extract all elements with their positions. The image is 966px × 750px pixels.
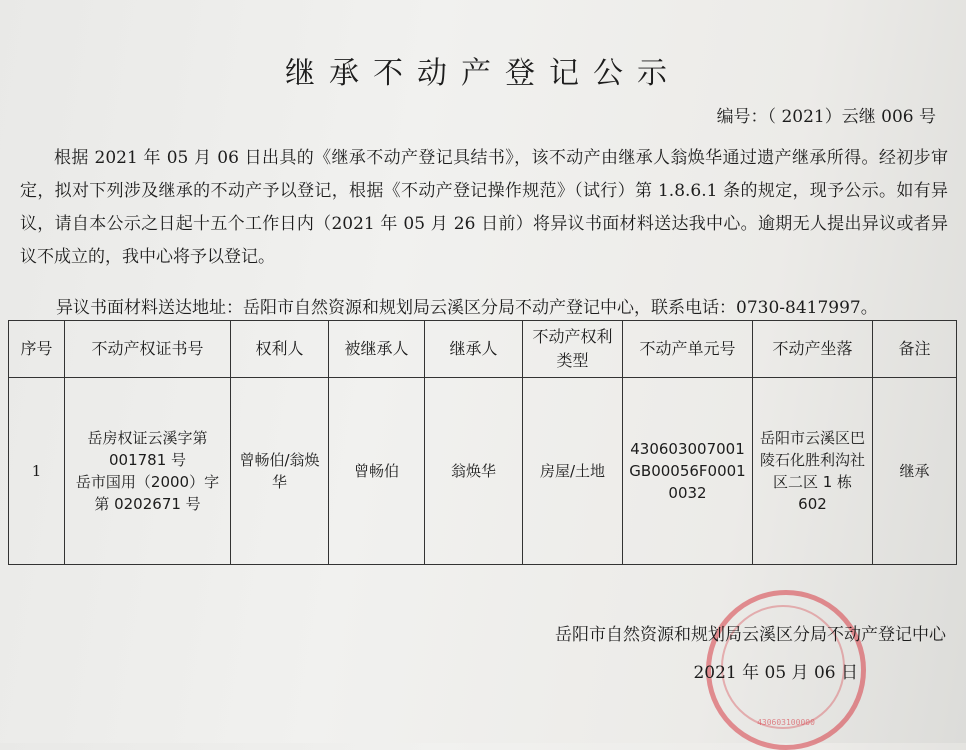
header-index: 序号 <box>9 321 65 378</box>
header-remark: 备注 <box>873 321 957 378</box>
cell-decedent: 曾畅伯 <box>329 378 425 565</box>
table-row <box>9 378 957 565</box>
header-location: 不动产坐落 <box>753 321 873 378</box>
page-title: 继承不动产登记公示 <box>285 56 681 91</box>
document-number: 编号：（ 2021）云继 006 号 <box>716 107 936 127</box>
cell-right-type: 房屋/土地 <box>523 378 623 565</box>
cell-certificate <box>65 378 231 565</box>
certificate-line-2: 岳市国用（2000）字第 0202671 号 <box>75 473 220 513</box>
certificate-line-1: 岳房权证云溪字第 001781 号 <box>87 429 208 469</box>
cell-heir: 翁焕华 <box>425 378 523 565</box>
header-right-holder: 权利人 <box>231 321 329 378</box>
seal-number: 430603100000 <box>757 718 815 727</box>
notice-body: 根据 2021 年 05 月 06 日出具的《继承不动产登记具结书》，该不动产由继承人翁焕华通过遗产继承所得。经初步审定，拟对下列涉及继承的不动产予以登记，根据《不动产登记操作规范》（试行）第 1.8.6.1 条的规定，现予公示。如有异议，请自本公示之日起十五个工作日内（2021 年 05 月 26 日前）将异议书面材料送达我中心。逾期无人提出异议或者异议不成立的，我中心将予以登记。 <box>20 148 948 267</box>
header-decedent: 被继承人 <box>329 321 425 378</box>
header-heir: 继承人 <box>425 321 523 378</box>
cell-index: 1 <box>9 378 65 565</box>
cell-location: 岳阳市云溪区巴陵石化胜利沟社区二区 1 栋 602 <box>753 378 873 565</box>
cell-unit-number: 430603007001GB00056F00010032 <box>623 378 753 565</box>
header-unit-number: 不动产单元号 <box>623 321 753 378</box>
cell-remark: 继承 <box>873 378 957 565</box>
cell-right-holder: 曾畅伯/翁焕华 <box>231 378 329 565</box>
header-right-type: 不动产权利类型 <box>523 321 623 378</box>
issue-date: 2021 年 05 月 06 日 <box>693 663 858 683</box>
header-certificate: 不动产权证书号 <box>65 321 231 378</box>
objection-address: 异议书面材料送达地址：岳阳市自然资源和规划局云溪区分局不动产登记中心，联系电话：0730-8417997。 <box>56 298 878 318</box>
issuing-organization: 岳阳市自然资源和规划局云溪区分局不动产登记中心 <box>555 625 946 645</box>
table-header-row <box>9 321 957 378</box>
property-table <box>8 320 957 565</box>
